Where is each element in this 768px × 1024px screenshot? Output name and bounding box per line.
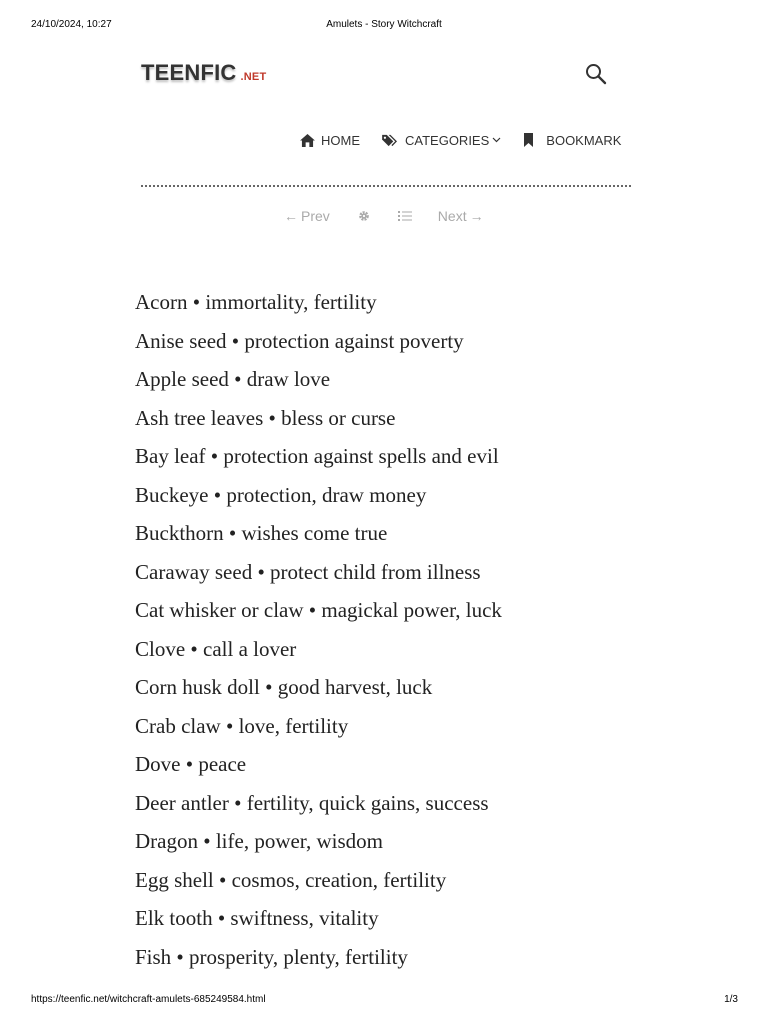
nav-home[interactable] bbox=[300, 133, 360, 148]
amulet-line: Elk tooth • swiftness, vitality bbox=[135, 906, 379, 930]
next-chapter-link[interactable] bbox=[438, 208, 484, 224]
amulet-line: Bay leaf • protection against spells and evil bbox=[135, 444, 499, 468]
chapter-list-button[interactable] bbox=[398, 210, 412, 222]
list-icon bbox=[398, 210, 412, 222]
amulet-line: Corn husk doll • good harvest, luck bbox=[135, 675, 433, 699]
reading-settings-button[interactable] bbox=[358, 210, 370, 222]
print-url: https://teenfic.net/witchcraft-amulets-685249584.html bbox=[31, 994, 266, 1005]
print-page-indicator: 1/3 bbox=[724, 994, 738, 1005]
amulet-line: Apple seed • draw love bbox=[135, 367, 331, 391]
amulet-line: Deer antler • fertility, quick gains, success bbox=[135, 790, 489, 815]
prev-chapter-link[interactable] bbox=[284, 208, 330, 224]
amulet-line: Egg shell • cosmos, creation, fertility bbox=[135, 867, 447, 892]
nav-home-label: HOME bbox=[321, 132, 360, 148]
chevron-down-icon bbox=[492, 137, 501, 143]
prev-label: Prev bbox=[301, 208, 330, 224]
amulet-line: Cat whisker or claw • magickal power, luck bbox=[135, 598, 502, 622]
tags-icon bbox=[382, 134, 399, 147]
search-icon bbox=[584, 62, 608, 86]
logo-tld-text: .NET bbox=[240, 71, 267, 83]
amulet-line: Buckthorn • wishes come true bbox=[135, 521, 388, 545]
chapter-nav bbox=[284, 207, 484, 225]
amulet-line: Crab claw • love, fertility bbox=[135, 713, 349, 738]
nav-categories-label: CATEGORIES bbox=[405, 132, 490, 148]
main-nav bbox=[300, 130, 621, 150]
amulet-line: Dove • peace bbox=[135, 752, 247, 776]
search-button[interactable] bbox=[584, 62, 608, 86]
bookmark-icon bbox=[523, 133, 534, 147]
amulet-line: Ash tree leaves • bless or curse bbox=[135, 405, 396, 430]
amulet-line: Clove • call a lover bbox=[135, 636, 297, 661]
print-footer bbox=[0, 994, 768, 1008]
print-datetime: 24/10/2024, 10:27 bbox=[31, 19, 112, 30]
story-content bbox=[135, 283, 695, 976]
nav-categories[interactable] bbox=[382, 133, 501, 148]
home-icon bbox=[300, 134, 315, 147]
site-logo[interactable] bbox=[141, 60, 266, 86]
gear-icon bbox=[358, 210, 370, 222]
amulet-line: Fish • prosperity, plenty, fertility bbox=[135, 944, 408, 969]
print-header bbox=[0, 19, 768, 33]
amulet-line: Caraway seed • protect child from illness bbox=[135, 559, 481, 584]
amulet-line: Dragon • life, power, wisdom bbox=[135, 829, 383, 853]
header-divider bbox=[141, 185, 631, 187]
print-page-title: Amulets - Story Witchcraft bbox=[326, 19, 442, 30]
amulet-line: Anise seed • protection against poverty bbox=[135, 328, 464, 353]
amulet-line: Acorn • immortality, fertility bbox=[135, 290, 377, 314]
logo-main-text: TEENFIC bbox=[141, 60, 237, 85]
nav-bookmark-label: BOOKMARK bbox=[546, 132, 622, 148]
nav-bookmark[interactable] bbox=[523, 133, 621, 148]
next-label: Next bbox=[437, 208, 467, 224]
arrow-right-icon: → bbox=[469, 208, 484, 224]
amulet-line: Buckeye • protection, draw money bbox=[135, 482, 427, 507]
arrow-left-icon: ← bbox=[284, 208, 298, 224]
